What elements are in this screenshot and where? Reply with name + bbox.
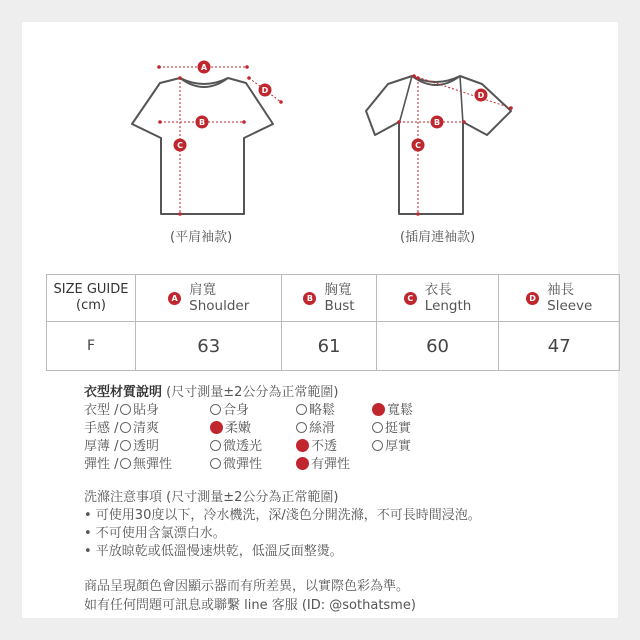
selected-dot-icon bbox=[210, 421, 223, 434]
size-guide-unit: (cm) bbox=[76, 298, 106, 313]
col-sleeve-zh: 袖長 bbox=[547, 282, 575, 298]
col-shoulder-zh: 肩寬 bbox=[189, 282, 217, 298]
material-option-label: 寬鬆 bbox=[387, 403, 414, 418]
size-guide-cell bbox=[47, 275, 136, 322]
material-option bbox=[372, 435, 411, 454]
value-sleeve: 47 bbox=[499, 322, 620, 371]
material-option-label: 無彈性 bbox=[133, 457, 173, 472]
material-option bbox=[210, 417, 251, 436]
material-option-label: 有彈性 bbox=[311, 457, 351, 472]
svg-text:D: D bbox=[261, 86, 269, 95]
material-option bbox=[296, 399, 335, 418]
table-row bbox=[47, 322, 620, 371]
empty-circle-icon bbox=[120, 458, 131, 469]
material-option-label: 略鬆 bbox=[309, 403, 336, 418]
size-table bbox=[46, 274, 620, 371]
svg-text:D: D bbox=[477, 91, 485, 100]
col-length-en: Length bbox=[424, 298, 472, 314]
svg-text:C: C bbox=[177, 141, 183, 150]
badge-a: A bbox=[168, 292, 181, 305]
material-option bbox=[372, 399, 413, 418]
material-option bbox=[120, 399, 159, 418]
col-sleeve-en: Sleeve bbox=[547, 298, 593, 314]
material-row-label: 厚薄 / bbox=[84, 439, 119, 454]
tshirt-setin-icon bbox=[132, 78, 273, 214]
care-title: 洗滌注意事項 (尺寸測量±2公分為正常範圍) bbox=[84, 490, 339, 505]
material-option-label: 微彈性 bbox=[223, 457, 263, 472]
material-row-label: 手感 / bbox=[84, 421, 119, 436]
material-option bbox=[120, 435, 159, 454]
badge-c: C bbox=[404, 292, 417, 305]
material-row-label: 彈性 / bbox=[84, 457, 119, 472]
svg-text:B: B bbox=[198, 118, 206, 127]
selected-dot-icon bbox=[296, 439, 309, 452]
tshirt-raglan-icon bbox=[366, 76, 511, 214]
material-option-label: 絲滑 bbox=[309, 421, 336, 436]
svg-text:C: C bbox=[415, 141, 421, 150]
marker-b-left bbox=[196, 116, 209, 129]
material-option bbox=[120, 453, 172, 472]
empty-circle-icon bbox=[372, 440, 383, 451]
col-bust-zh: 胸寬 bbox=[324, 282, 352, 298]
size-guide-label: SIZE GUIDE bbox=[53, 282, 129, 297]
col-length-zh: 衣長 bbox=[424, 282, 452, 298]
empty-circle-icon bbox=[210, 440, 221, 451]
marker-d-right bbox=[475, 89, 488, 102]
col-bust bbox=[282, 275, 376, 322]
empty-circle-icon bbox=[296, 422, 307, 433]
empty-circle-icon bbox=[120, 440, 131, 451]
material-option-label: 貼身 bbox=[133, 403, 160, 418]
empty-circle-icon bbox=[372, 422, 383, 433]
care-item: • 可使用30度以下，冷水機洗，深/淺色分開洗滌，不可長時間浸泡。 bbox=[84, 508, 481, 523]
note-line: 商品呈現顏色會因顯示器而有所差異，以實際色彩為準。 bbox=[84, 579, 410, 594]
material-option bbox=[372, 417, 411, 436]
caption-setin: (平肩袖款) bbox=[170, 230, 233, 245]
col-sleeve bbox=[499, 275, 620, 322]
svg-text:A: A bbox=[200, 63, 208, 72]
material-option-label: 不透 bbox=[311, 439, 338, 454]
notes-section bbox=[84, 577, 416, 615]
material-row-label: 衣型 / bbox=[84, 403, 119, 418]
material-option-label: 清爽 bbox=[133, 421, 160, 436]
material-option-label: 挺實 bbox=[385, 421, 412, 436]
care-item: • 平放晾乾或低溫慢速烘乾，低溫反面整燙。 bbox=[84, 544, 343, 559]
empty-circle-icon bbox=[120, 422, 131, 433]
caption-raglan: (插肩連袖款) bbox=[400, 230, 476, 245]
empty-circle-icon bbox=[210, 404, 221, 415]
material-title: 衣型材質說明 bbox=[84, 385, 163, 400]
value-bust: 61 bbox=[282, 322, 376, 371]
marker-b-right bbox=[431, 116, 444, 129]
material-option-label: 微透光 bbox=[223, 439, 263, 454]
svg-text:B: B bbox=[433, 118, 441, 127]
empty-circle-icon bbox=[296, 404, 307, 415]
col-bust-en: Bust bbox=[324, 298, 355, 314]
material-option bbox=[296, 417, 335, 436]
material-option-label: 透明 bbox=[133, 439, 160, 454]
size-cell: F bbox=[47, 322, 136, 371]
material-option-label: 柔嫩 bbox=[225, 421, 252, 436]
material-option-label: 厚實 bbox=[385, 439, 412, 454]
material-option bbox=[120, 417, 159, 436]
badge-d: D bbox=[526, 292, 539, 305]
marker-c-left bbox=[174, 139, 187, 152]
material-option bbox=[210, 435, 262, 454]
size-table-header bbox=[47, 275, 620, 322]
material-option bbox=[296, 435, 337, 454]
care-section bbox=[84, 489, 481, 561]
badge-b: B bbox=[303, 292, 316, 305]
care-item: • 不可使用含氯漂白水。 bbox=[84, 526, 226, 541]
value-shoulder: 63 bbox=[136, 322, 282, 371]
material-option-label: 合身 bbox=[223, 403, 250, 418]
note-line: 如有任何問題可訊息或聯繫 line 客服 (ID: @sothatsme) bbox=[84, 598, 416, 613]
selected-dot-icon bbox=[372, 403, 385, 416]
selected-dot-icon bbox=[296, 457, 309, 470]
col-length bbox=[376, 275, 499, 322]
col-shoulder-en: Shoulder bbox=[189, 298, 250, 314]
material-note: (尺寸測量±2公分為正常範圍) bbox=[166, 385, 339, 400]
garment-diagrams bbox=[0, 0, 640, 260]
material-option bbox=[210, 399, 249, 418]
empty-circle-icon bbox=[120, 404, 131, 415]
marker-a-left bbox=[198, 61, 211, 74]
material-heading bbox=[84, 381, 338, 399]
value-length: 60 bbox=[376, 322, 499, 371]
col-shoulder bbox=[136, 275, 282, 322]
empty-circle-icon bbox=[210, 458, 221, 469]
marker-c-right bbox=[412, 139, 425, 152]
material-option bbox=[296, 453, 350, 472]
material-option bbox=[210, 453, 262, 472]
marker-d-left bbox=[259, 84, 272, 97]
